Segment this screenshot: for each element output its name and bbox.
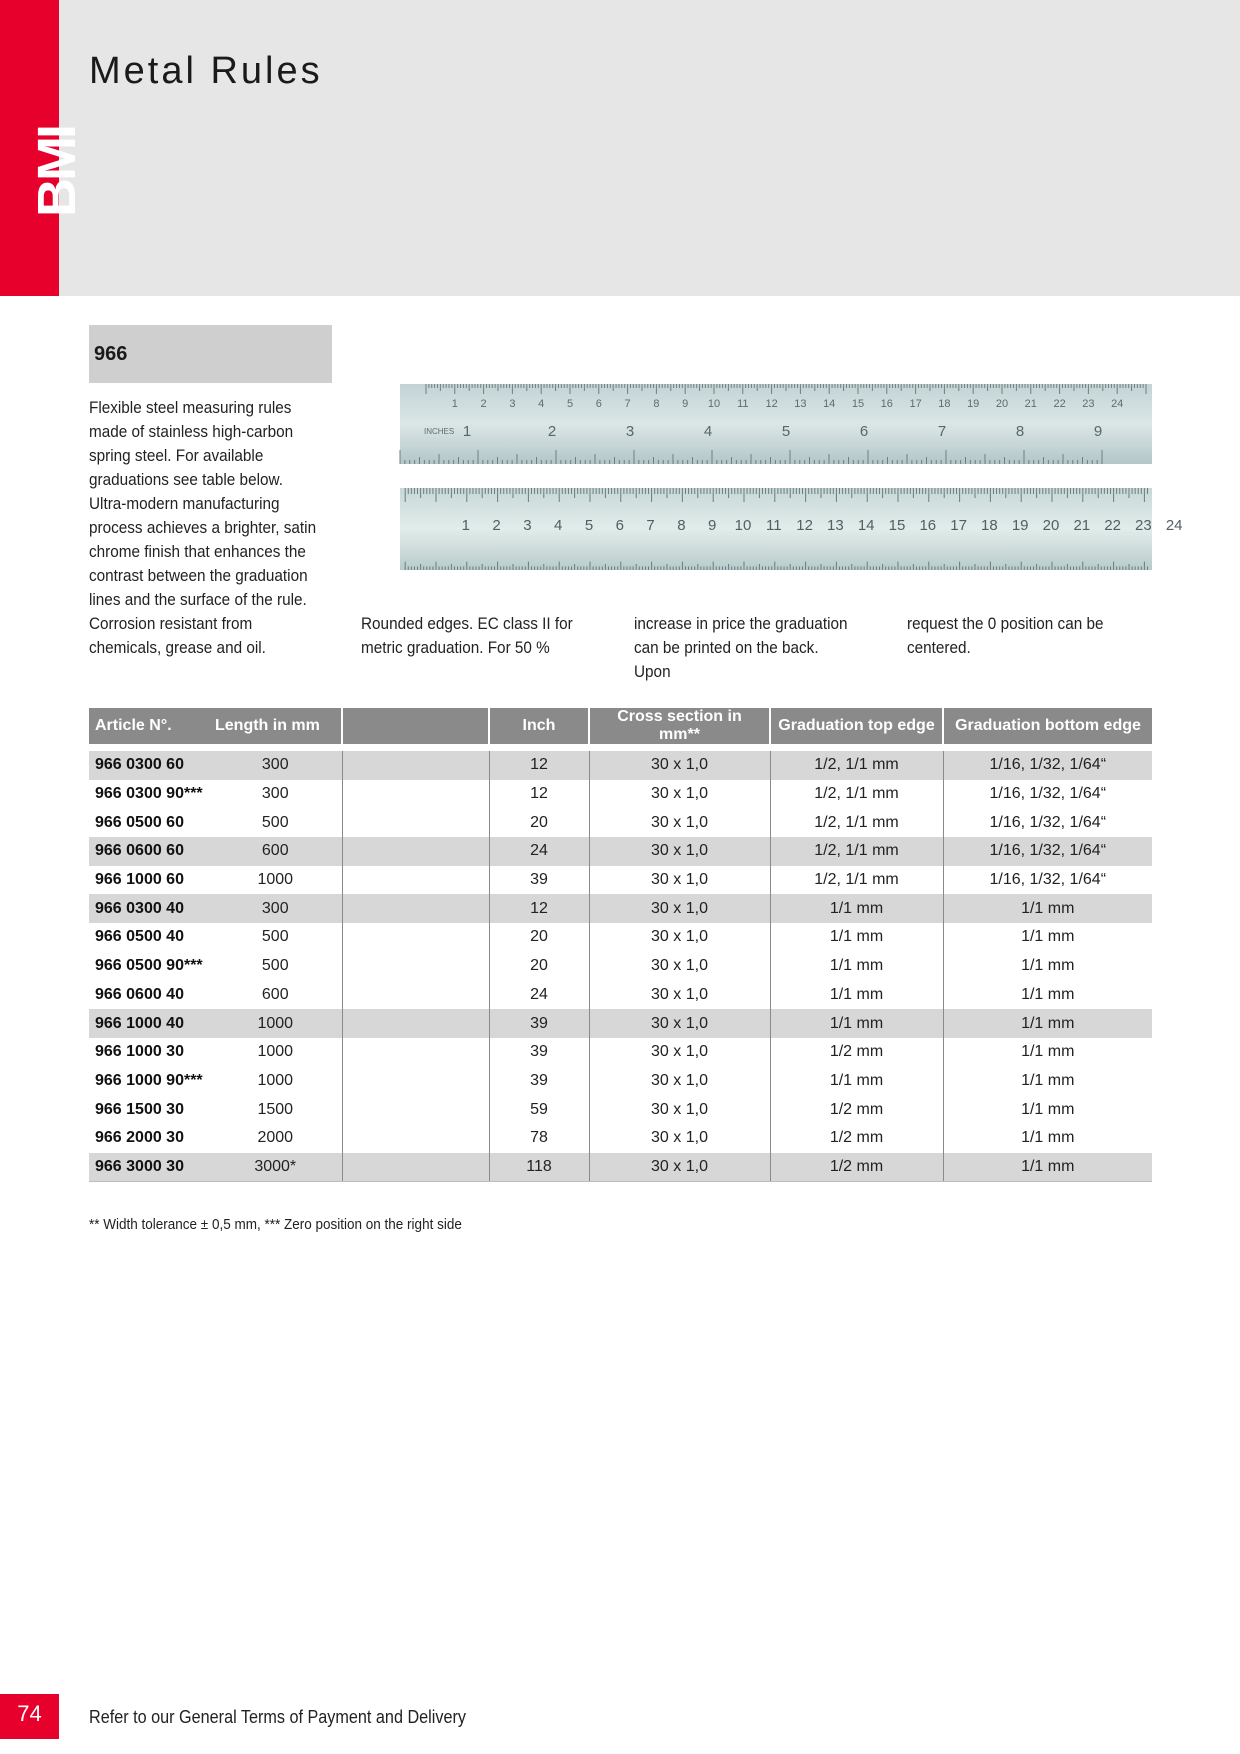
ruler-cm-label: 24: [1111, 398, 1124, 410]
cell-inch: 78: [489, 1124, 589, 1153]
column-header-graduation-bottom: Graduation bottom edge: [943, 708, 1152, 744]
table-row: [89, 1095, 1152, 1124]
footer-text: Refer to our General Terms of Payment and Delivery: [89, 1707, 466, 1727]
cell-blank: [342, 1038, 489, 1067]
ruler-cm-label: 6: [595, 398, 602, 410]
cell-cross-section: 30 x 1,0: [589, 808, 770, 837]
cell-article: 966 0500 60: [95, 813, 184, 831]
cell-inch: 39: [489, 1067, 589, 1096]
cell-inch: 20: [489, 952, 589, 981]
table-row: [89, 1067, 1152, 1096]
ruler-cm-label: 19: [967, 398, 980, 410]
cell-length: 300: [209, 751, 342, 780]
cell-length: 500: [261, 928, 289, 946]
cell-inch: 59: [489, 1095, 589, 1124]
cell-length: 1000: [257, 871, 294, 889]
ruler-cm-label: 14: [823, 398, 836, 410]
cell-cross-section: 30 x 1,0: [589, 837, 770, 866]
cell-inch: 12: [489, 780, 589, 809]
ruler-bottom-label: 16: [919, 517, 937, 534]
table-row: [89, 1038, 1152, 1067]
cell-graduation-top: 1/1 mm: [770, 981, 943, 1010]
cell-article: 966 0600 60: [89, 837, 209, 866]
cell-graduation-top: 1/1 mm: [770, 952, 943, 981]
cell-blank: [342, 1095, 489, 1124]
ruler-inch-label: 7: [937, 423, 947, 440]
cell-cross-section: 30 x 1,0: [589, 981, 770, 1010]
cell-inch: 39: [489, 866, 589, 895]
ruler-bottom-label: 7: [646, 517, 655, 534]
cell-length: 2000: [257, 1129, 294, 1147]
ruler-bottom-label: 13: [827, 517, 844, 534]
cell-blank: [342, 1067, 489, 1096]
cell-inch: 12: [489, 751, 589, 780]
table-row: [89, 866, 1152, 895]
spec-table: [89, 708, 1152, 1182]
ruler-bottom-label: 19: [1011, 517, 1029, 534]
cell-graduation-bottom: 1/1 mm: [943, 1009, 1152, 1038]
cell-graduation-top: 1/2 mm: [770, 1095, 943, 1124]
top-ruler-inch-label: INCHES: [424, 427, 455, 436]
ruler-cm-label: 8: [653, 398, 660, 410]
ruler-cm-label: 3: [509, 398, 516, 410]
ruler-bottom-label: 23: [1135, 517, 1152, 534]
cell-cross-section: 30 x 1,0: [589, 1038, 770, 1067]
cell-article: 966 0500 40: [95, 928, 184, 946]
cell-length: 1000: [209, 1009, 342, 1038]
ruler-inch-label: 1: [462, 423, 472, 440]
cell-blank: [342, 952, 489, 981]
table-row: [89, 751, 1152, 780]
ruler-bottom-label: 9: [708, 517, 717, 534]
ruler-cm-label: 2: [480, 398, 487, 410]
table-row: [89, 952, 1152, 981]
cell-article: 966 3000 30: [89, 1153, 209, 1182]
cell-graduation-bottom: 1/1 mm: [943, 1095, 1152, 1124]
cell-article: 966 1000 60: [95, 871, 184, 889]
ruler-inch-label: 5: [781, 423, 791, 440]
ruler-bottom-label: 24: [1165, 517, 1183, 534]
ruler-bottom-label: 14: [857, 517, 875, 534]
top-ruler: [400, 384, 1152, 464]
cell-cross-section: 30 x 1,0: [589, 923, 770, 952]
cell-cross-section: 30 x 1,0: [589, 751, 770, 780]
cell-cross-section: 30 x 1,0: [589, 1009, 770, 1038]
ruler-cm-label: 17: [909, 398, 922, 410]
ruler-cm-label: 21: [1024, 398, 1037, 410]
cell-length: 300: [261, 785, 289, 803]
cell-cross-section: 30 x 1,0: [589, 866, 770, 895]
ruler-cm-label: 7: [624, 398, 631, 410]
cell-graduation-top: 1/1 mm: [770, 1067, 943, 1096]
page-title: Metal Rules: [89, 50, 323, 92]
cell-cross-section: 30 x 1,0: [589, 1124, 770, 1153]
cell-article: 966 0600 40: [95, 985, 184, 1003]
cell-graduation-top: 1/2, 1/1 mm: [770, 780, 943, 809]
series-number-box: [89, 325, 332, 383]
ruler-inch-label: 3: [625, 423, 635, 440]
cell-length: 300: [209, 894, 342, 923]
cell-blank: [342, 981, 489, 1010]
cell-article: 966 1000 40: [89, 1009, 209, 1038]
cell-graduation-bottom: 1/16, 1/32, 1/64“: [943, 780, 1152, 809]
cell-graduation-bottom: 1/1 mm: [943, 1038, 1152, 1067]
table-row: [89, 981, 1152, 1010]
cell-graduation-bottom: 1/16, 1/32, 1/64“: [943, 751, 1152, 780]
cell-graduation-top: 1/2 mm: [770, 1038, 943, 1067]
cell-blank: [342, 1124, 489, 1153]
ruler-bottom-label: 5: [584, 517, 594, 534]
cell-blank: [342, 751, 489, 780]
cell-inch: 20: [489, 808, 589, 837]
cell-length: 500: [261, 957, 289, 975]
cell-article: 966 1000 90***: [95, 1071, 203, 1089]
cell-graduation-top: 1/1 mm: [770, 894, 943, 923]
cell-graduation-top: 1/1 mm: [770, 923, 943, 952]
column-header-cross-section: Cross section in mm**: [589, 708, 770, 744]
ruler-bottom-label: 22: [1104, 517, 1121, 534]
ruler-bottom-label: 1: [461, 517, 470, 534]
ruler-bottom-label: 11: [766, 517, 782, 534]
cell-graduation-bottom: 1/16, 1/32, 1/64“: [943, 837, 1152, 866]
cell-graduation-bottom: 1/1 mm: [943, 894, 1152, 923]
cell-cross-section: 30 x 1,0: [589, 952, 770, 981]
cell-article: 966 0500 90***: [95, 957, 203, 975]
ruler-bottom-label: 10: [734, 517, 752, 534]
ruler-bottom-label: 15: [888, 517, 906, 534]
cell-inch: 12: [489, 894, 589, 923]
column-header-inch: Inch: [489, 708, 589, 744]
description-column-3: increase in price the graduation can be printed on the back. Upon: [634, 614, 848, 681]
ruler-bottom-label: 3: [523, 517, 532, 534]
series-number: 966: [94, 343, 128, 365]
ruler-cm-label: 9: [682, 398, 689, 410]
cell-article: 966 0300 90***: [95, 785, 203, 803]
cell-cross-section: 30 x 1,0: [589, 1153, 770, 1182]
cell-inch: 39: [489, 1009, 589, 1038]
brand-strip: [0, 0, 87, 296]
cell-cross-section: 30 x 1,0: [589, 1067, 770, 1096]
cell-article: 966 0300 60: [89, 751, 209, 780]
column-header-blank: [342, 708, 489, 744]
cell-length: 1000: [257, 1071, 294, 1089]
cell-blank: [342, 808, 489, 837]
cell-graduation-bottom: 1/1 mm: [943, 1153, 1152, 1182]
ruler-bottom-label: 17: [950, 517, 967, 534]
cell-graduation-bottom: 1/1 mm: [943, 1067, 1152, 1096]
cell-graduation-bottom: 1/1 mm: [943, 1124, 1152, 1153]
ruler-cm-label: 22: [1053, 398, 1066, 410]
ruler-bottom-label: 6: [615, 517, 624, 534]
ruler-cm-label: 13: [794, 398, 807, 410]
ruler-cm-label: 10: [707, 398, 721, 410]
cell-blank: [342, 866, 489, 895]
cell-length: 3000*: [209, 1153, 342, 1182]
ruler-cm-label: 1: [451, 398, 458, 410]
ruler-cm-label: 15: [851, 398, 865, 410]
cell-inch: 20: [489, 923, 589, 952]
ruler-inch-label: 4: [703, 423, 713, 440]
ruler-bottom-label: 18: [981, 517, 998, 534]
cell-graduation-top: 1/2, 1/1 mm: [770, 751, 943, 780]
cell-length: 1500: [257, 1100, 294, 1118]
ruler-photo: [400, 384, 1183, 578]
column-header-length: Length in mm: [209, 708, 342, 744]
cell-blank: [342, 1009, 489, 1038]
cell-article: 966 1000 30: [95, 1043, 184, 1061]
ruler-cm-label: 11: [737, 398, 749, 410]
ruler-inch-label: 2: [547, 423, 557, 440]
cell-blank: [342, 894, 489, 923]
cell-length: 1000: [257, 1043, 294, 1061]
cell-inch: 39: [489, 1038, 589, 1067]
ruler-inch-label: 6: [859, 423, 869, 440]
cell-graduation-bottom: 1/1 mm: [943, 952, 1152, 981]
cell-graduation-top: 1/2 mm: [770, 1124, 943, 1153]
cell-length: 500: [261, 813, 289, 831]
description-column-4: request the 0 position can be centered.: [907, 614, 1104, 657]
ruler-bottom-label: 20: [1042, 517, 1060, 534]
header-band: [0, 0, 1240, 296]
ruler-bottom-label: 12: [796, 517, 813, 534]
column-header-graduation-top: Graduation top edge: [770, 708, 943, 744]
cell-graduation-top: 1/2, 1/1 mm: [770, 808, 943, 837]
table-row: [89, 894, 1152, 923]
ruler-bottom-label: 8: [677, 517, 686, 534]
ruler-cm-label: 4: [538, 398, 545, 410]
ruler-cm-label: 18: [938, 398, 951, 410]
ruler-bottom-label: 2: [492, 517, 501, 534]
description-column-1: Flexible steel measuring rules made of stainless high-carbon spring steel. For available graduations see table below. Ultra-modern manufacturing process achieves a brighter, satin chrome finish that enhances the contrast between the graduation lines and the surface of the rule. Corrosion resistant from chemicals, grease and oil.: [89, 398, 317, 657]
cell-inch: 118: [489, 1153, 589, 1182]
table-row: [89, 837, 1152, 866]
cell-inch: 24: [489, 837, 589, 866]
cell-cross-section: 30 x 1,0: [589, 780, 770, 809]
ruler-bottom-label: 21: [1073, 517, 1091, 534]
ruler-cm-label: 20: [995, 398, 1009, 410]
description-column-2: Rounded edges. EC class II for metric graduation. For 50 %: [361, 614, 573, 657]
cell-blank: [342, 837, 489, 866]
ruler-cm-label: 23: [1082, 398, 1095, 410]
ruler-inch-label: 8: [1015, 423, 1025, 440]
column-header-article: Article N°.: [89, 708, 209, 744]
ruler-cm-label: 5: [566, 398, 574, 410]
table-row: [89, 808, 1152, 837]
cell-article: 966 0300 40: [89, 894, 209, 923]
table-header-row: [89, 708, 1152, 744]
ruler-cm-label: 12: [765, 398, 778, 410]
cell-length: 600: [209, 837, 342, 866]
cell-inch: 24: [489, 981, 589, 1010]
cell-article: 966 1500 30: [95, 1100, 184, 1118]
cell-article: 966 2000 30: [95, 1129, 184, 1147]
cell-graduation-top: 1/2, 1/1 mm: [770, 866, 943, 895]
cell-cross-section: 30 x 1,0: [589, 1095, 770, 1124]
cell-cross-section: 30 x 1,0: [589, 894, 770, 923]
table-row: [89, 1124, 1152, 1153]
table-row: [89, 1009, 1152, 1038]
footnote: ** Width tolerance ± 0,5 mm, *** Zero position on the right side: [89, 1216, 462, 1233]
cell-graduation-bottom: 1/16, 1/32, 1/64“: [943, 808, 1152, 837]
ruler-bottom-label: 4: [554, 517, 563, 534]
ruler-cm-label: 16: [880, 398, 893, 410]
bmi-logo: BMI: [27, 127, 87, 217]
table-row: [89, 923, 1152, 952]
cell-graduation-top: 1/2 mm: [770, 1153, 943, 1182]
cell-graduation-bottom: 1/16, 1/32, 1/64“: [943, 866, 1152, 895]
table-row: [89, 780, 1152, 809]
cell-length: 600: [261, 985, 289, 1003]
ruler-inch-label: 9: [1093, 423, 1103, 440]
cell-blank: [342, 923, 489, 952]
cell-blank: [342, 1153, 489, 1182]
cell-graduation-bottom: 1/1 mm: [943, 923, 1152, 952]
page-number: 74: [0, 1694, 59, 1739]
cell-blank: [342, 780, 489, 809]
cell-graduation-bottom: 1/1 mm: [943, 981, 1152, 1010]
table-row: [89, 1153, 1152, 1182]
cell-graduation-top: 1/2, 1/1 mm: [770, 837, 943, 866]
cell-graduation-top: 1/1 mm: [770, 1009, 943, 1038]
